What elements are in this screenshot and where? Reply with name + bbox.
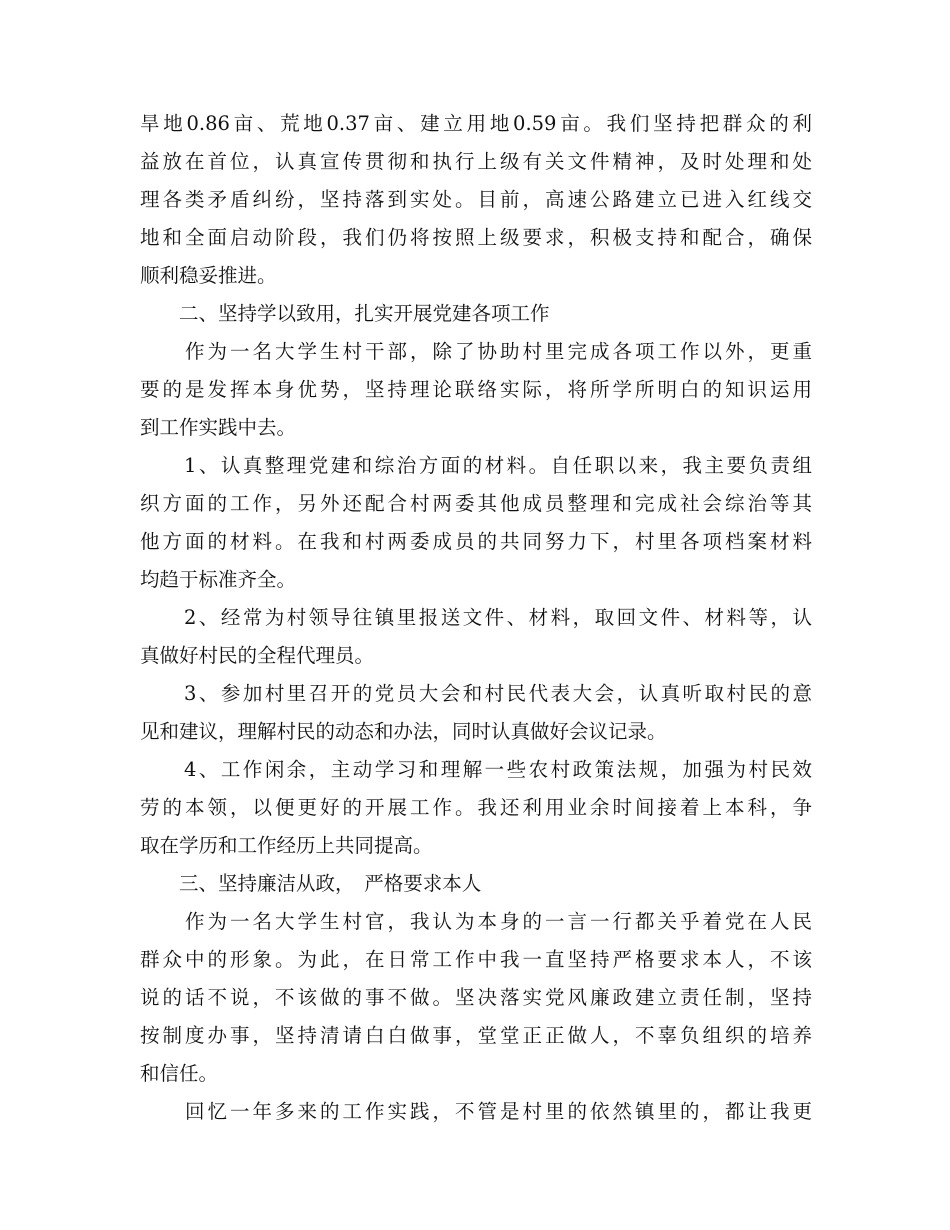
text-line: 4、工作闲余，主动学习和理解一些农村政策法规，加强为村民效 bbox=[140, 758, 812, 781]
text-line: 理各类矛盾纠纷，坚持落到实处。目前，高速公路建立已进入红线交 bbox=[140, 188, 812, 211]
text-line: 和信任。 bbox=[140, 1062, 219, 1085]
text-line: 劳的本领，以便更好的开展工作。我还利用业余时间接着上本科，争 bbox=[140, 796, 812, 819]
text-line: 地和全面启动阶段，我们仍将按照上级要求，积极支持和配合，确保 bbox=[140, 226, 812, 249]
text-line: 群众中的形象。为此，在日常工作中我一直坚持严格要求本人，不该 bbox=[140, 948, 812, 971]
text-line: 顺利稳妥推进。 bbox=[140, 264, 277, 287]
text-line: 2、经常为村领导往镇里报送文件、材料，取回文件、材料等，认 bbox=[140, 606, 812, 629]
text-line: 织方面的工作，另外还配合村两委其他成员整理和完成社会综治等其 bbox=[140, 492, 812, 515]
text-line: 要的是发挥本身优势，坚持理论联络实际，将所学所明白的知识运用 bbox=[140, 378, 812, 401]
text-line: 益放在首位，认真宣传贯彻和执行上级有关文件精神，及时处理和处 bbox=[140, 150, 812, 173]
text-line: 1、认真整理党建和综治方面的材料。自任职以来，我主要负责组 bbox=[140, 454, 812, 477]
text-line: 真做好村民的全程代理员。 bbox=[140, 644, 375, 667]
text-line: 作为一名大学生村官，我认为本身的一言一行都关乎着党在人民 bbox=[140, 910, 812, 933]
section-heading: 二、坚持学以致用，扎实开展党建各项工作 bbox=[140, 302, 550, 325]
text-line: 按制度办事，坚持清请白白做事，堂堂正正做人，不辜负组织的培养 bbox=[140, 1024, 812, 1047]
text-line: 回忆一年多来的工作实践，不管是村里的依然镇里的，都让我更 bbox=[140, 1100, 812, 1123]
text-line: 说的话不说，不该做的事不做。坚决落实党风廉政建立责任制，坚持 bbox=[140, 986, 812, 1009]
text-line: 作为一名大学生村干部，除了协助村里完成各项工作以外，更重 bbox=[140, 340, 812, 363]
section-heading: 三、坚持廉洁从政， 严格要求本人 bbox=[140, 872, 482, 895]
text-line: 到工作实践中去。 bbox=[140, 416, 297, 439]
text-line: 他方面的材料。在我和村两委成员的共同努力下，村里各项档案材料 bbox=[140, 530, 812, 553]
text-line: 见和建议，理解村民的动态和办法，同时认真做好会议记录。 bbox=[140, 720, 667, 743]
document-text bbox=[140, 109, 812, 1127]
text-line: 均趋于标准齐全。 bbox=[140, 568, 297, 591]
text-line: 旱地0.86亩、荒地0.37亩、建立用地0.59亩。我们坚持把群众的利 bbox=[140, 112, 812, 135]
text-line: 取在学历和工作经历上共同提高。 bbox=[140, 834, 433, 857]
text-line: 3、参加村里召开的党员大会和村民代表大会，认真听取村民的意 bbox=[140, 682, 812, 705]
